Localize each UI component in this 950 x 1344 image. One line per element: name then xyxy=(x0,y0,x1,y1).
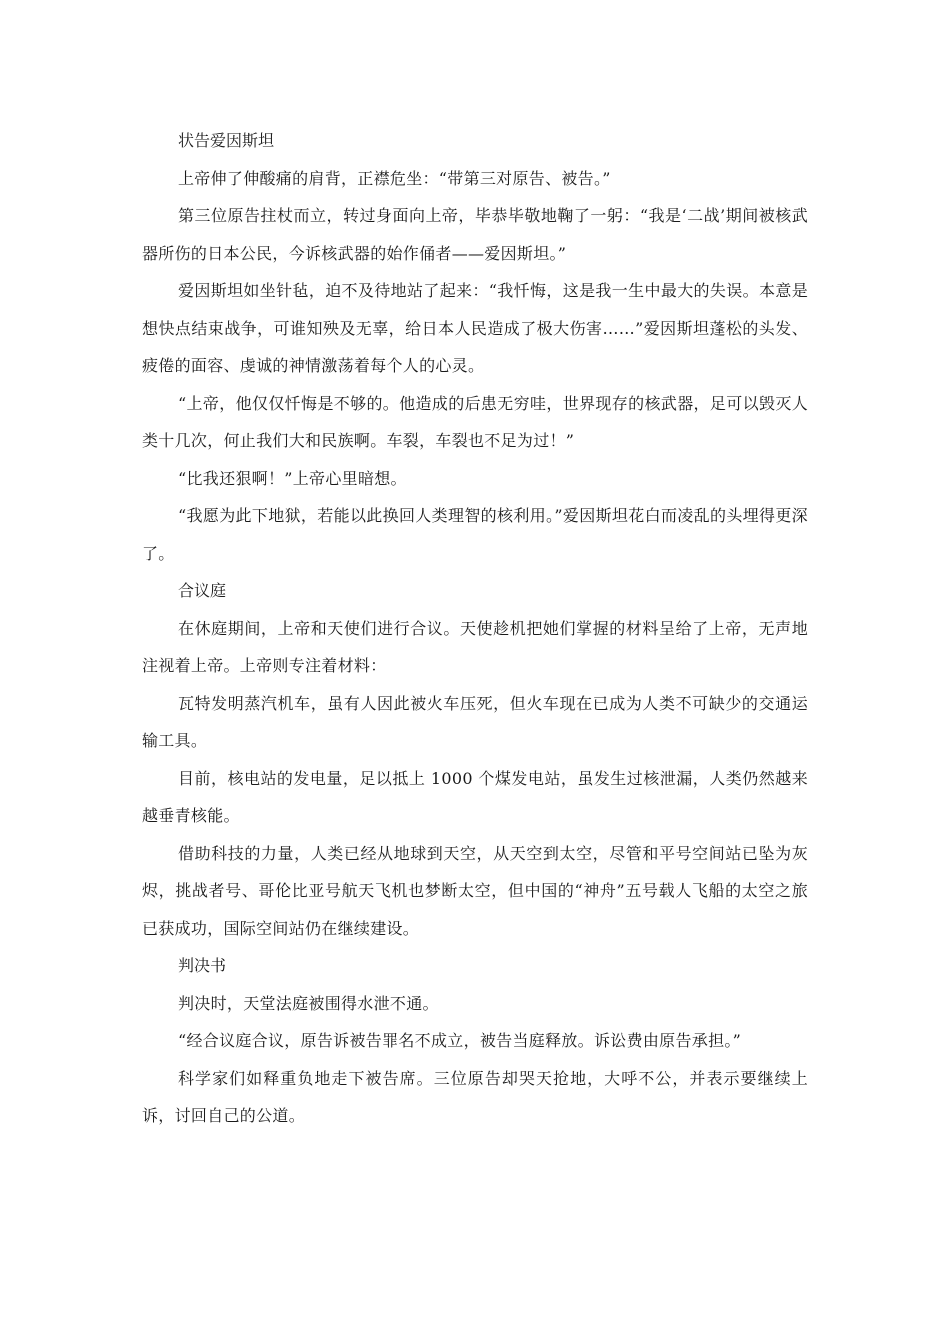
paragraph: “经合议庭合议，原告诉被告罪名不成立，被告当庭释放。诉讼费由原告承担。” xyxy=(178,1031,742,1050)
paragraph: 上帝伸了伸酸痛的肩背，正襟危坐：“带第三对原告、被告。” xyxy=(178,168,611,188)
section-heading: 状告爱因斯坦 xyxy=(178,131,275,150)
paragraph: 目前，核电站的发电量，足以抵上 1000 个煤发电站，虽发生过核泄漏，人类仍然越来越垂青核能。 xyxy=(142,768,808,825)
paragraph: “比我还狠啊！”上帝心里暗想。 xyxy=(178,468,407,488)
paragraph: 瓦特发明蒸汽机车，虽有人因此被火车压死，但火车现在已成为人类不可缺少的交通运输工具。 xyxy=(142,693,808,750)
paragraph: “上帝，他仅仅忏悔是不够的。他造成的后患无穷哇，世界现存的核武器，足可以毁灭人类十几次，何止我们大和民族啊。车裂，车裂也不足为过！” xyxy=(142,393,808,450)
paragraph: 科学家们如释重负地走下被告席。三位原告却哭天抢地，大呼不公，并表示要继续上诉，讨回自己的公道。 xyxy=(142,1068,808,1125)
document-body xyxy=(142,122,808,1135)
paragraph: 第三位原告拄杖而立，转过身面向上帝，毕恭毕敬地鞠了一躬：“我是‘二战’期间被核武器所伤的日本公民，今诉核武器的始作俑者——爱因斯坦。” xyxy=(142,206,808,263)
paragraph: 在休庭期间，上帝和天使们进行合议。天使趁机把她们掌握的材料呈给了上帝，无声地注视着上帝。上帝则专注着材料： xyxy=(142,618,808,675)
section-heading: 合议庭 xyxy=(178,581,227,600)
paragraph: 判决时，天堂法庭被围得水泄不通。 xyxy=(178,993,439,1013)
paragraph: “我愿为此下地狱，若能以此换回人类理智的核利用。”爱因斯坦花白而凌乱的头埋得更深了。 xyxy=(142,506,808,563)
paragraph: 借助科技的力量，人类已经从地球到天空，从天空到太空，尽管和平号空间站已坠为灰烬，挑战者号、哥伦比亚号航天飞机也梦断太空，但中国的“神舟”五号载人飞船的太空之旅已获成功，国际空间站仍在继续建设。 xyxy=(142,843,808,938)
paragraph: 爱因斯坦如坐针毡，迫不及待地站了起来：“我忏悔，这是我一生中最大的失误。本意是想快点结束战争，可谁知殃及无辜，给日本人民造成了极大伤害……”爱因斯坦蓬松的头发、疲倦的面容、虔诚的神情激荡着每个人的心灵。 xyxy=(142,281,808,375)
section-heading: 判决书 xyxy=(178,956,227,975)
